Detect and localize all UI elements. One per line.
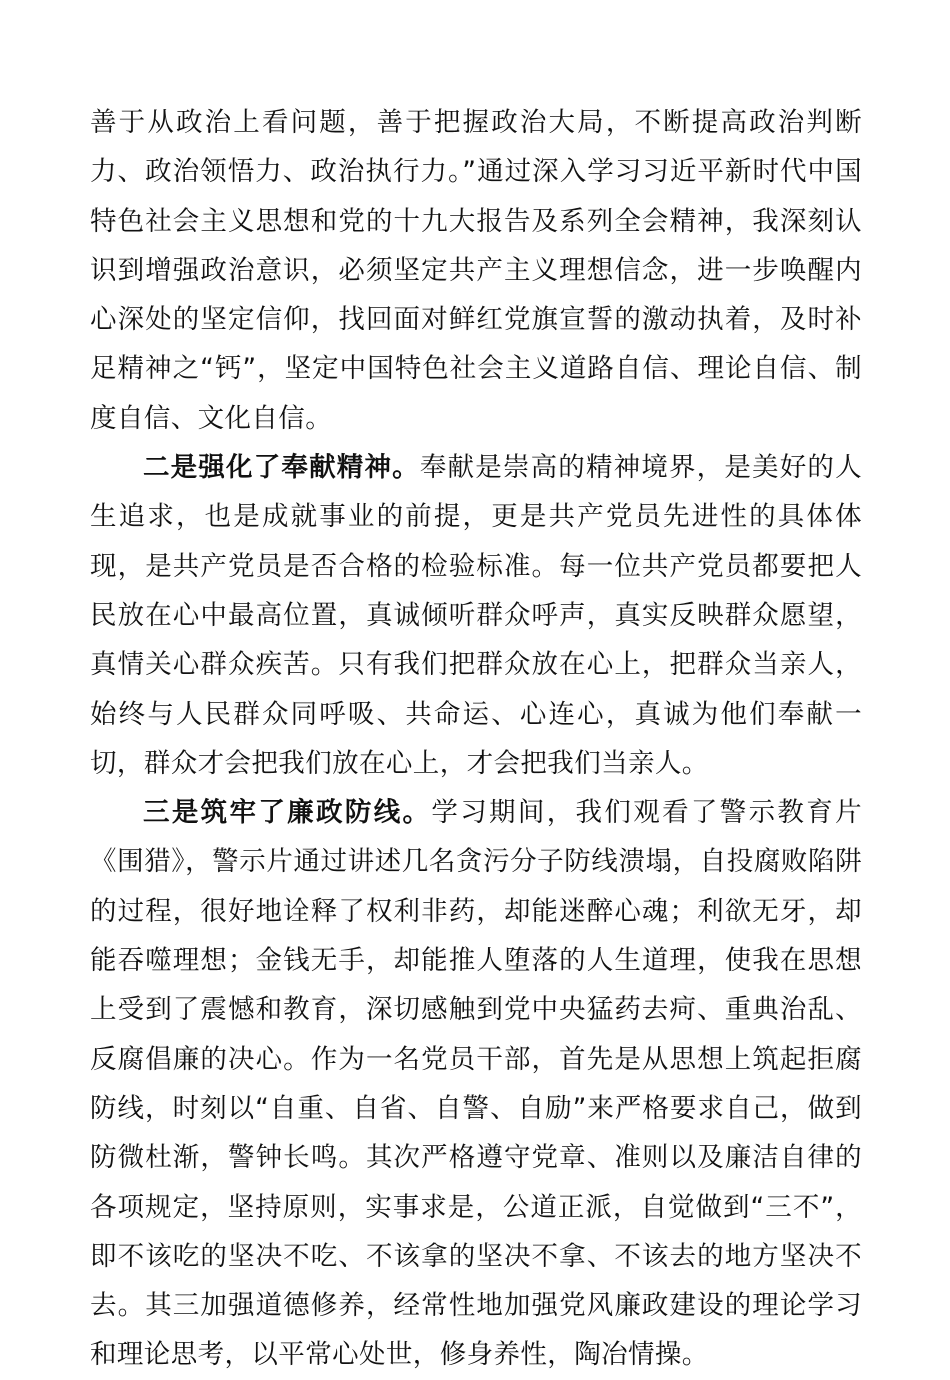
paragraph-dedication-spirit (90, 443, 862, 788)
document-page (90, 98, 862, 1380)
paragraph-text: 奉献是崇高的精神境界，是美好的人生追求，也是成就事业的前提，更是共产党员先进性的具体体现，是共产党员是否合格的检验标准。每一位共产党员都要把人民放在心中最高位置，真诚倾听群众呼声，真实反映群众愿望，真情关心群众疾苦。只有我们把群众放在心上，把群众当亲人，始终与人民群众同呼吸、共命运、心连心，真诚为他们奉献一切，群众才会把我们放在心上，才会把我们当亲人。 (90, 452, 862, 779)
paragraph-political-awareness (90, 98, 862, 443)
paragraph-lead-heading: 二是强化了奉献精神。 (143, 452, 420, 484)
paragraph-text: 学习期间，我们观看了警示教育片《围猎》，警示片通过讲述几名贪污分子防线溃塌，自投腐败陷阱的过程，很好地诠释了权利非药，却能迷醉心魂；利欲无牙，却能吞噬理想；金钱无手，却能推人堕落的人生道理，使我在思想上受到了震憾和教育，深切感触到党中央猛药去疴、重典治乱、反腐倡廉的决心。作为一名党员干部，首先是从思想上筑起拒腐防线，时刻以“自重、自省、自警、自励”来严格要求自己，做到防微杜渐，警钟长鸣。其次严格遵守党章、准则以及廉洁自律的各项规定，坚持原则，实事求是，公道正派，自觉做到“三不”，即不该吃的坚决不吃、不该拿的坚决不拿、不该去的地方坚决不去。其三加强道德修养，经常性地加强党风廉政建设的理论学习和理论思考，以平常心处世，修身养性，陶冶情操。 (90, 797, 862, 1371)
paragraph-integrity-defense (90, 788, 862, 1380)
paragraph-lead-heading: 三是筑牢了廉政防线。 (143, 797, 432, 829)
paragraph-text: 善于从政治上看问题，善于把握政治大局，不断提高政治判断力、政治领悟力、政治执行力。”通过深入学习习近平新时代中国特色社会主义思想和党的十九大报告及系列全会精神，我深刻认识到增强政治意识，必须坚定共产主义理想信念，进一步唤醒内心深处的坚定信仰，找回面对鲜红党旗宣誓的激动执着，及时补足精神之“钙”，坚定中国特色社会主义道路自信、理论自信、制度自信、文化自信。 (90, 107, 862, 434)
